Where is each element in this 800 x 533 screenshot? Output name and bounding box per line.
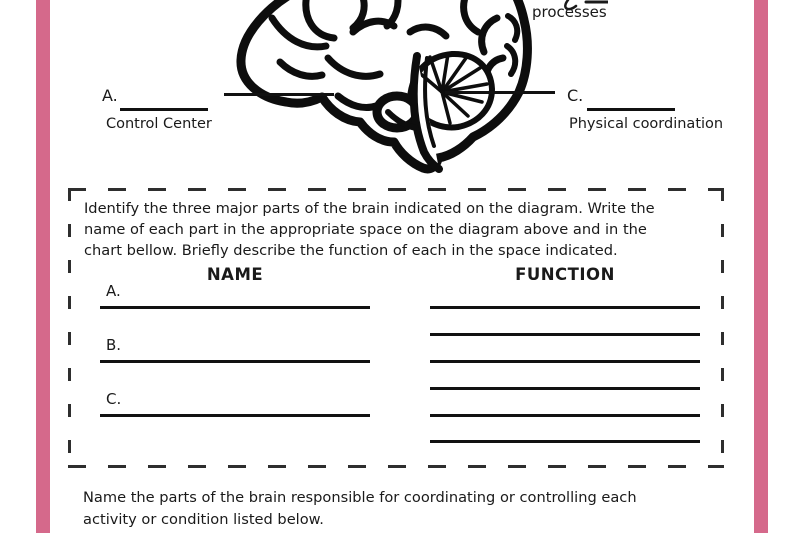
bottom-section-prompt [83,487,637,531]
bottom-prompt-line: activity or condition listed below. [83,511,324,528]
label-a-leader-line [224,93,334,96]
instruction-line: chart bellow. Briefly describe the function of each in the space indicated. [84,242,618,259]
bottom-prompt-line: Name the parts of the brain responsible for coordinating or controlling each [83,489,637,506]
instruction-line: name of each part in the appropriate space on the diagram above and in the [84,221,647,238]
instruction-paragraph [84,198,655,261]
name-answer-line [100,360,370,363]
label-c-leader-line [445,91,555,94]
label-c-blank-line [587,108,675,111]
function-answer-line [430,333,700,336]
name-answer-line [100,414,370,417]
left-border-bar [36,0,50,533]
label-b-caption: processes [532,3,607,21]
label-a-letter: A. [102,86,118,105]
label-c-caption: Physical coordination [569,116,724,132]
label-c-letter: C. [567,86,584,105]
label-a-caption: Control Center [106,116,212,132]
instruction-box-border-right [721,188,724,468]
instruction-box-border-top [68,188,724,191]
instruction-box-border-left [68,188,71,468]
function-answer-line [430,306,700,309]
function-answer-line [430,414,700,417]
instruction-box-border-bottom [68,465,724,468]
function-answer-line [430,360,700,363]
chart-row-c-letter: C. [106,390,122,408]
instruction-line: Identify the three major parts of the brain indicated on the diagram. Write the [84,200,655,217]
function-answer-line [430,387,700,390]
chart-row-b-letter: B. [106,336,122,354]
name-answer-line [100,306,370,309]
function-column-header: FUNCTION [515,265,615,284]
chart-row-a-letter: A. [106,282,121,300]
instruction-box [68,188,724,468]
brain-illustration [210,0,532,176]
function-answer-line [430,440,700,443]
label-a-blank-line [120,108,208,111]
right-border-bar [754,0,768,533]
name-column-header: NAME [206,265,264,284]
